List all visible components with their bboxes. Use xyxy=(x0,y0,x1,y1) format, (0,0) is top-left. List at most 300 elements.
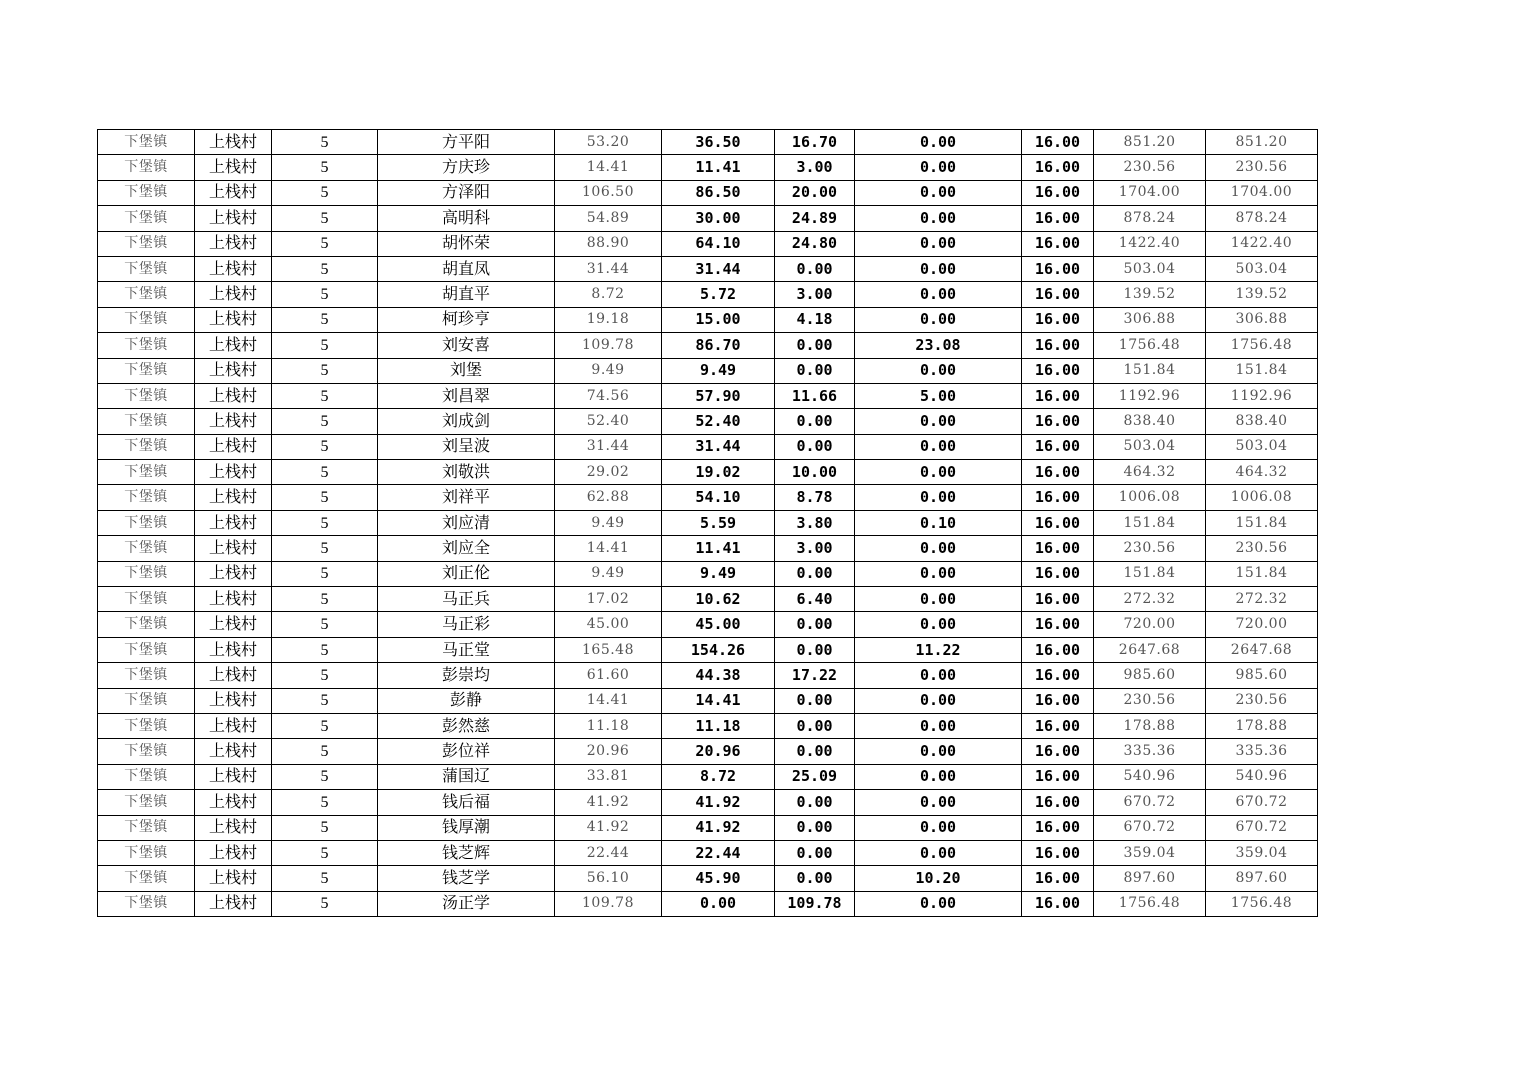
cell-area-b: 3.00 xyxy=(775,536,855,561)
cell-amount: 151.84 xyxy=(1094,358,1206,383)
cell-town: 下堡镇 xyxy=(98,358,195,383)
cell-town: 下堡镇 xyxy=(98,891,195,916)
cell-subsidy: 897.60 xyxy=(1206,866,1318,891)
cell-name: 方庆珍 xyxy=(378,155,555,180)
cell-area-total: 62.88 xyxy=(555,485,662,510)
cell-amount: 151.84 xyxy=(1094,510,1206,535)
cell-group: 5 xyxy=(272,637,378,662)
cell-area-total: 14.41 xyxy=(555,155,662,180)
cell-group: 5 xyxy=(272,130,378,155)
table-row xyxy=(98,840,1318,865)
cell-area-total: 165.48 xyxy=(555,637,662,662)
cell-area-total: 9.49 xyxy=(555,510,662,535)
cell-name: 马正彩 xyxy=(378,612,555,637)
cell-subsidy: 670.72 xyxy=(1206,790,1318,815)
cell-village: 上栈村 xyxy=(195,840,272,865)
cell-area-c: 0.00 xyxy=(855,840,1022,865)
cell-rate: 16.00 xyxy=(1022,460,1094,485)
cell-rate: 16.00 xyxy=(1022,383,1094,408)
cell-area-c: 0.00 xyxy=(855,180,1022,205)
cell-village: 上栈村 xyxy=(195,333,272,358)
cell-subsidy: 230.56 xyxy=(1206,536,1318,561)
cell-subsidy: 1192.96 xyxy=(1206,383,1318,408)
cell-town: 下堡镇 xyxy=(98,764,195,789)
cell-area-a: 54.10 xyxy=(662,485,775,510)
cell-area-c: 0.00 xyxy=(855,764,1022,789)
cell-area-b: 11.66 xyxy=(775,383,855,408)
cell-village: 上栈村 xyxy=(195,485,272,510)
cell-group: 5 xyxy=(272,561,378,586)
cell-rate: 16.00 xyxy=(1022,409,1094,434)
cell-area-c: 0.00 xyxy=(855,307,1022,332)
cell-subsidy: 670.72 xyxy=(1206,815,1318,840)
cell-rate: 16.00 xyxy=(1022,256,1094,281)
cell-area-a: 36.50 xyxy=(662,130,775,155)
cell-area-b: 3.80 xyxy=(775,510,855,535)
cell-area-a: 9.49 xyxy=(662,358,775,383)
cell-area-a: 11.41 xyxy=(662,155,775,180)
cell-area-c: 0.00 xyxy=(855,663,1022,688)
cell-village: 上栈村 xyxy=(195,130,272,155)
cell-name: 胡怀荣 xyxy=(378,231,555,256)
cell-amount: 272.32 xyxy=(1094,587,1206,612)
cell-area-c: 5.00 xyxy=(855,383,1022,408)
cell-town: 下堡镇 xyxy=(98,155,195,180)
cell-town: 下堡镇 xyxy=(98,561,195,586)
cell-area-a: 52.40 xyxy=(662,409,775,434)
cell-group: 5 xyxy=(272,536,378,561)
cell-subsidy: 359.04 xyxy=(1206,840,1318,865)
cell-group: 5 xyxy=(272,612,378,637)
cell-area-b: 6.40 xyxy=(775,587,855,612)
cell-village: 上栈村 xyxy=(195,206,272,231)
cell-group: 5 xyxy=(272,282,378,307)
cell-group: 5 xyxy=(272,206,378,231)
cell-name: 彭位祥 xyxy=(378,739,555,764)
table-row xyxy=(98,536,1318,561)
cell-area-a: 11.41 xyxy=(662,536,775,561)
cell-town: 下堡镇 xyxy=(98,739,195,764)
cell-area-b: 17.22 xyxy=(775,663,855,688)
cell-area-a: 154.26 xyxy=(662,637,775,662)
cell-area-c: 0.00 xyxy=(855,891,1022,916)
cell-village: 上栈村 xyxy=(195,510,272,535)
table-row xyxy=(98,307,1318,332)
cell-village: 上栈村 xyxy=(195,587,272,612)
cell-area-b: 24.80 xyxy=(775,231,855,256)
cell-amount: 306.88 xyxy=(1094,307,1206,332)
cell-amount: 1756.48 xyxy=(1094,891,1206,916)
cell-amount: 1422.40 xyxy=(1094,231,1206,256)
cell-town: 下堡镇 xyxy=(98,536,195,561)
cell-town: 下堡镇 xyxy=(98,333,195,358)
cell-rate: 16.00 xyxy=(1022,688,1094,713)
table-row xyxy=(98,764,1318,789)
cell-rate: 16.00 xyxy=(1022,561,1094,586)
cell-town: 下堡镇 xyxy=(98,637,195,662)
cell-rate: 16.00 xyxy=(1022,790,1094,815)
cell-area-total: 88.90 xyxy=(555,231,662,256)
cell-area-b: 4.18 xyxy=(775,307,855,332)
cell-subsidy: 139.52 xyxy=(1206,282,1318,307)
cell-area-a: 14.41 xyxy=(662,688,775,713)
table-row xyxy=(98,206,1318,231)
cell-area-c: 11.22 xyxy=(855,637,1022,662)
cell-town: 下堡镇 xyxy=(98,510,195,535)
cell-group: 5 xyxy=(272,485,378,510)
cell-area-c: 0.00 xyxy=(855,130,1022,155)
cell-name: 方泽阳 xyxy=(378,180,555,205)
cell-subsidy: 720.00 xyxy=(1206,612,1318,637)
table-row xyxy=(98,282,1318,307)
cell-group: 5 xyxy=(272,434,378,459)
cell-area-a: 86.50 xyxy=(662,180,775,205)
cell-village: 上栈村 xyxy=(195,790,272,815)
cell-town: 下堡镇 xyxy=(98,840,195,865)
cell-area-total: 19.18 xyxy=(555,307,662,332)
cell-area-total: 14.41 xyxy=(555,536,662,561)
cell-town: 下堡镇 xyxy=(98,460,195,485)
cell-name: 刘正伦 xyxy=(378,561,555,586)
cell-area-a: 31.44 xyxy=(662,434,775,459)
cell-area-b: 3.00 xyxy=(775,282,855,307)
cell-area-c: 0.00 xyxy=(855,282,1022,307)
cell-area-c: 0.00 xyxy=(855,713,1022,738)
cell-group: 5 xyxy=(272,688,378,713)
cell-area-total: 41.92 xyxy=(555,815,662,840)
table-row xyxy=(98,434,1318,459)
cell-village: 上栈村 xyxy=(195,434,272,459)
cell-name: 刘呈波 xyxy=(378,434,555,459)
cell-name: 彭崇均 xyxy=(378,663,555,688)
cell-village: 上栈村 xyxy=(195,612,272,637)
cell-area-a: 86.70 xyxy=(662,333,775,358)
cell-subsidy: 985.60 xyxy=(1206,663,1318,688)
cell-area-a: 57.90 xyxy=(662,383,775,408)
cell-area-a: 44.38 xyxy=(662,663,775,688)
cell-name: 蒲国辽 xyxy=(378,764,555,789)
cell-rate: 16.00 xyxy=(1022,434,1094,459)
cell-amount: 151.84 xyxy=(1094,561,1206,586)
cell-area-b: 0.00 xyxy=(775,612,855,637)
table-row xyxy=(98,688,1318,713)
cell-area-b: 3.00 xyxy=(775,155,855,180)
cell-village: 上栈村 xyxy=(195,155,272,180)
cell-subsidy: 272.32 xyxy=(1206,587,1318,612)
cell-village: 上栈村 xyxy=(195,409,272,434)
table-row xyxy=(98,333,1318,358)
cell-town: 下堡镇 xyxy=(98,713,195,738)
cell-group: 5 xyxy=(272,510,378,535)
cell-subsidy: 230.56 xyxy=(1206,155,1318,180)
cell-subsidy: 306.88 xyxy=(1206,307,1318,332)
cell-subsidy: 838.40 xyxy=(1206,409,1318,434)
cell-group: 5 xyxy=(272,587,378,612)
cell-rate: 16.00 xyxy=(1022,485,1094,510)
cell-area-b: 0.00 xyxy=(775,688,855,713)
cell-area-c: 10.20 xyxy=(855,866,1022,891)
cell-area-a: 8.72 xyxy=(662,764,775,789)
cell-area-c: 0.00 xyxy=(855,460,1022,485)
cell-town: 下堡镇 xyxy=(98,256,195,281)
cell-area-a: 10.62 xyxy=(662,587,775,612)
table-row xyxy=(98,713,1318,738)
cell-village: 上栈村 xyxy=(195,256,272,281)
cell-area-total: 45.00 xyxy=(555,612,662,637)
cell-village: 上栈村 xyxy=(195,231,272,256)
cell-subsidy: 1756.48 xyxy=(1206,891,1318,916)
cell-area-total: 56.10 xyxy=(555,866,662,891)
cell-subsidy: 1756.48 xyxy=(1206,333,1318,358)
cell-name: 刘敬洪 xyxy=(378,460,555,485)
cell-rate: 16.00 xyxy=(1022,866,1094,891)
cell-area-b: 24.89 xyxy=(775,206,855,231)
cell-amount: 897.60 xyxy=(1094,866,1206,891)
cell-area-total: 74.56 xyxy=(555,383,662,408)
cell-name: 胡直平 xyxy=(378,282,555,307)
cell-group: 5 xyxy=(272,383,378,408)
cell-area-a: 64.10 xyxy=(662,231,775,256)
table-row xyxy=(98,256,1318,281)
cell-subsidy: 335.36 xyxy=(1206,739,1318,764)
cell-area-b: 0.00 xyxy=(775,637,855,662)
cell-town: 下堡镇 xyxy=(98,383,195,408)
cell-area-b: 0.00 xyxy=(775,256,855,281)
cell-area-c: 0.00 xyxy=(855,739,1022,764)
cell-area-total: 11.18 xyxy=(555,713,662,738)
cell-area-a: 31.44 xyxy=(662,256,775,281)
table-row xyxy=(98,460,1318,485)
cell-village: 上栈村 xyxy=(195,713,272,738)
cell-name: 刘成剑 xyxy=(378,409,555,434)
cell-village: 上栈村 xyxy=(195,739,272,764)
table-row xyxy=(98,790,1318,815)
cell-area-c: 0.00 xyxy=(855,155,1022,180)
cell-subsidy: 178.88 xyxy=(1206,713,1318,738)
cell-amount: 670.72 xyxy=(1094,815,1206,840)
cell-group: 5 xyxy=(272,764,378,789)
cell-area-total: 54.89 xyxy=(555,206,662,231)
cell-area-b: 0.00 xyxy=(775,866,855,891)
cell-area-b: 0.00 xyxy=(775,815,855,840)
cell-town: 下堡镇 xyxy=(98,866,195,891)
cell-name: 彭然慈 xyxy=(378,713,555,738)
cell-area-c: 0.00 xyxy=(855,790,1022,815)
cell-village: 上栈村 xyxy=(195,358,272,383)
cell-town: 下堡镇 xyxy=(98,307,195,332)
cell-area-a: 20.96 xyxy=(662,739,775,764)
cell-subsidy: 230.56 xyxy=(1206,688,1318,713)
cell-area-total: 8.72 xyxy=(555,282,662,307)
cell-amount: 540.96 xyxy=(1094,764,1206,789)
cell-amount: 178.88 xyxy=(1094,713,1206,738)
cell-group: 5 xyxy=(272,409,378,434)
cell-area-a: 41.92 xyxy=(662,815,775,840)
cell-amount: 838.40 xyxy=(1094,409,1206,434)
table-row xyxy=(98,612,1318,637)
cell-area-b: 109.78 xyxy=(775,891,855,916)
cell-town: 下堡镇 xyxy=(98,663,195,688)
table-row xyxy=(98,866,1318,891)
cell-amount: 878.24 xyxy=(1094,206,1206,231)
cell-amount: 851.20 xyxy=(1094,130,1206,155)
cell-area-total: 52.40 xyxy=(555,409,662,434)
cell-area-b: 25.09 xyxy=(775,764,855,789)
cell-name: 刘昌翠 xyxy=(378,383,555,408)
cell-area-c: 0.00 xyxy=(855,358,1022,383)
cell-area-total: 9.49 xyxy=(555,561,662,586)
cell-area-b: 0.00 xyxy=(775,790,855,815)
cell-area-total: 31.44 xyxy=(555,256,662,281)
cell-area-a: 9.49 xyxy=(662,561,775,586)
cell-name: 钱厚潮 xyxy=(378,815,555,840)
cell-group: 5 xyxy=(272,790,378,815)
cell-area-total: 41.92 xyxy=(555,790,662,815)
cell-rate: 16.00 xyxy=(1022,612,1094,637)
cell-village: 上栈村 xyxy=(195,663,272,688)
cell-area-a: 30.00 xyxy=(662,206,775,231)
cell-area-total: 109.78 xyxy=(555,891,662,916)
cell-subsidy: 464.32 xyxy=(1206,460,1318,485)
cell-amount: 230.56 xyxy=(1094,688,1206,713)
cell-name: 钱后福 xyxy=(378,790,555,815)
cell-amount: 1756.48 xyxy=(1094,333,1206,358)
cell-area-b: 0.00 xyxy=(775,739,855,764)
cell-area-b: 0.00 xyxy=(775,434,855,459)
cell-name: 胡直凤 xyxy=(378,256,555,281)
cell-group: 5 xyxy=(272,460,378,485)
cell-group: 5 xyxy=(272,739,378,764)
cell-subsidy: 1704.00 xyxy=(1206,180,1318,205)
table-row xyxy=(98,130,1318,155)
cell-amount: 720.00 xyxy=(1094,612,1206,637)
cell-area-total: 33.81 xyxy=(555,764,662,789)
cell-subsidy: 1422.40 xyxy=(1206,231,1318,256)
cell-rate: 16.00 xyxy=(1022,637,1094,662)
cell-area-a: 22.44 xyxy=(662,840,775,865)
cell-amount: 1006.08 xyxy=(1094,485,1206,510)
cell-group: 5 xyxy=(272,663,378,688)
cell-town: 下堡镇 xyxy=(98,688,195,713)
cell-area-b: 16.70 xyxy=(775,130,855,155)
cell-group: 5 xyxy=(272,891,378,916)
cell-rate: 16.00 xyxy=(1022,307,1094,332)
cell-town: 下堡镇 xyxy=(98,815,195,840)
cell-rate: 16.00 xyxy=(1022,713,1094,738)
cell-name: 彭静 xyxy=(378,688,555,713)
cell-area-total: 53.20 xyxy=(555,130,662,155)
cell-area-b: 10.00 xyxy=(775,460,855,485)
cell-area-b: 0.00 xyxy=(775,409,855,434)
cell-rate: 16.00 xyxy=(1022,764,1094,789)
cell-area-b: 0.00 xyxy=(775,713,855,738)
cell-rate: 16.00 xyxy=(1022,358,1094,383)
cell-village: 上栈村 xyxy=(195,637,272,662)
cell-area-total: 9.49 xyxy=(555,358,662,383)
cell-rate: 16.00 xyxy=(1022,536,1094,561)
cell-area-b: 0.00 xyxy=(775,561,855,586)
cell-rate: 16.00 xyxy=(1022,510,1094,535)
cell-area-b: 0.00 xyxy=(775,333,855,358)
cell-rate: 16.00 xyxy=(1022,206,1094,231)
table-row xyxy=(98,409,1318,434)
cell-area-c: 0.00 xyxy=(855,206,1022,231)
cell-town: 下堡镇 xyxy=(98,282,195,307)
table-row xyxy=(98,510,1318,535)
cell-rate: 16.00 xyxy=(1022,333,1094,358)
table-row xyxy=(98,231,1318,256)
cell-area-c: 0.00 xyxy=(855,434,1022,459)
cell-amount: 985.60 xyxy=(1094,663,1206,688)
cell-village: 上栈村 xyxy=(195,815,272,840)
cell-subsidy: 503.04 xyxy=(1206,434,1318,459)
cell-rate: 16.00 xyxy=(1022,155,1094,180)
cell-area-total: 14.41 xyxy=(555,688,662,713)
cell-area-total: 106.50 xyxy=(555,180,662,205)
cell-name: 高明科 xyxy=(378,206,555,231)
cell-group: 5 xyxy=(272,155,378,180)
table-row xyxy=(98,663,1318,688)
cell-group: 5 xyxy=(272,866,378,891)
cell-village: 上栈村 xyxy=(195,180,272,205)
cell-area-b: 0.00 xyxy=(775,840,855,865)
cell-name: 刘应全 xyxy=(378,536,555,561)
cell-amount: 2647.68 xyxy=(1094,637,1206,662)
cell-town: 下堡镇 xyxy=(98,409,195,434)
cell-subsidy: 851.20 xyxy=(1206,130,1318,155)
cell-area-total: 29.02 xyxy=(555,460,662,485)
cell-name: 钱芝辉 xyxy=(378,840,555,865)
cell-rate: 16.00 xyxy=(1022,180,1094,205)
cell-area-a: 45.00 xyxy=(662,612,775,637)
table-row xyxy=(98,155,1318,180)
cell-group: 5 xyxy=(272,713,378,738)
cell-rate: 16.00 xyxy=(1022,840,1094,865)
cell-area-c: 0.00 xyxy=(855,409,1022,434)
cell-area-c: 23.08 xyxy=(855,333,1022,358)
cell-area-a: 11.18 xyxy=(662,713,775,738)
cell-name: 刘祥平 xyxy=(378,485,555,510)
cell-area-total: 20.96 xyxy=(555,739,662,764)
cell-group: 5 xyxy=(272,815,378,840)
cell-amount: 359.04 xyxy=(1094,840,1206,865)
cell-area-a: 5.59 xyxy=(662,510,775,535)
cell-name: 柯珍亨 xyxy=(378,307,555,332)
cell-town: 下堡镇 xyxy=(98,790,195,815)
cell-village: 上栈村 xyxy=(195,561,272,586)
cell-area-total: 109.78 xyxy=(555,333,662,358)
cell-rate: 16.00 xyxy=(1022,815,1094,840)
cell-rate: 16.00 xyxy=(1022,282,1094,307)
cell-name: 刘安喜 xyxy=(378,333,555,358)
cell-village: 上栈村 xyxy=(195,460,272,485)
cell-area-c: 0.00 xyxy=(855,256,1022,281)
cell-town: 下堡镇 xyxy=(98,130,195,155)
cell-amount: 503.04 xyxy=(1094,256,1206,281)
cell-area-c: 0.10 xyxy=(855,510,1022,535)
cell-area-b: 0.00 xyxy=(775,358,855,383)
cell-area-c: 0.00 xyxy=(855,561,1022,586)
cell-name: 马正堂 xyxy=(378,637,555,662)
cell-area-c: 0.00 xyxy=(855,688,1022,713)
cell-area-a: 19.02 xyxy=(662,460,775,485)
cell-name: 刘应清 xyxy=(378,510,555,535)
cell-area-c: 0.00 xyxy=(855,231,1022,256)
cell-area-total: 17.02 xyxy=(555,587,662,612)
cell-area-total: 22.44 xyxy=(555,840,662,865)
cell-rate: 16.00 xyxy=(1022,739,1094,764)
cell-village: 上栈村 xyxy=(195,536,272,561)
